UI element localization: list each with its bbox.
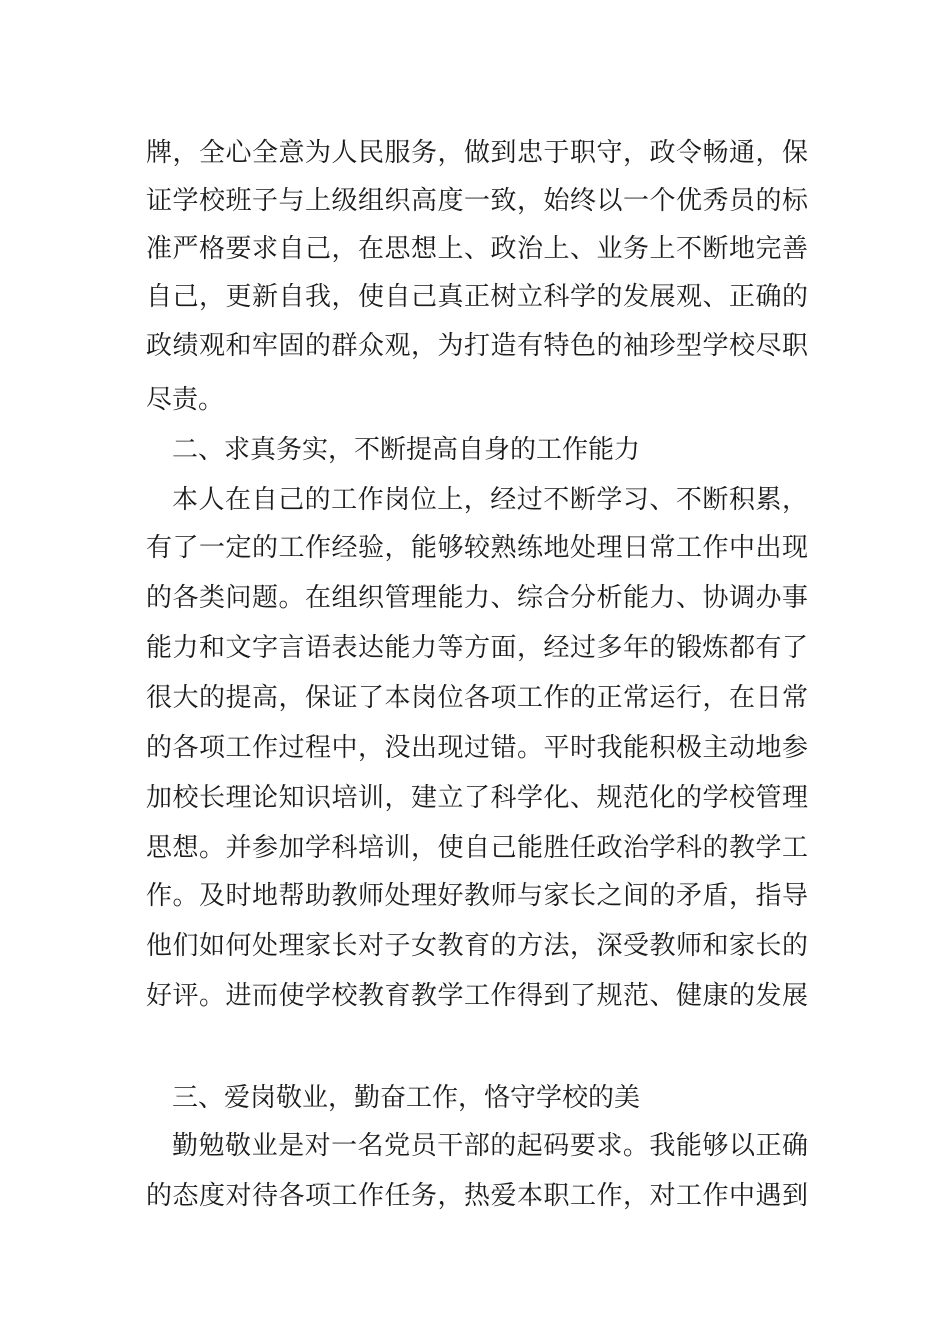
- paragraph-line: 证学校班子与上级组织高度一致，始终以一个优秀员的标: [146, 186, 808, 216]
- section-heading: 三、爱岗敬业，勤奋工作，恪守学校的美: [172, 1083, 641, 1113]
- paragraph-line: 有了一定的工作经验，能够较熟练地处理日常工作中出现: [146, 533, 808, 563]
- paragraph-line: 他们如何处理家长对子女教育的方法，深受教师和家长的: [146, 931, 808, 961]
- paragraph-line: 好评。进而使学校教育教学工作得到了规范、健康的发展: [146, 981, 808, 1011]
- paragraph-line: 加校长理论知识培训，建立了科学化、规范化的学校管理: [146, 783, 808, 813]
- paragraph-line: 思想。并参加学科培训，使自己能胜任政治学科的教学工: [146, 833, 808, 863]
- paragraph-line: 的各类问题。在组织管理能力、综合分析能力、协调办事: [146, 583, 808, 613]
- paragraph-line: 自己，更新自我，使自己真正树立科学的发展观、正确的: [146, 282, 808, 312]
- paragraph-line: 本人在自己的工作岗位上，经过不断学习、不断积累，: [172, 485, 808, 515]
- paragraph-line: 的态度对待各项工作任务，热爱本职工作，对工作中遇到: [146, 1181, 808, 1211]
- paragraph-line: 的各项工作过程中，没出现过错。平时我能积极主动地参: [146, 733, 808, 763]
- paragraph-line: 能力和文字言语表达能力等方面，经过多年的锻炼都有了: [146, 633, 808, 663]
- paragraph-line: 勤勉敬业是对一名党员干部的起码要求。我能够以正确: [172, 1131, 808, 1161]
- section-heading: 二、求真务实，不断提高自身的工作能力: [172, 435, 641, 465]
- paragraph-line: 很大的提高，保证了本岗位各项工作的正常运行，在日常: [146, 683, 808, 713]
- paragraph-line: 准严格要求自己，在思想上、政治上、业务上不断地完善: [146, 234, 808, 264]
- paragraph-line: 作。及时地帮助教师处理好教师与家长之间的矛盾，指导: [146, 881, 808, 911]
- paragraph-line: 尽责。: [146, 385, 225, 415]
- paragraph-line: 政绩观和牢固的群众观，为打造有特色的袖珍型学校尽职: [146, 331, 808, 361]
- paragraph-line: 牌，全心全意为人民服务，做到忠于职守，政令畅通，保: [146, 138, 808, 168]
